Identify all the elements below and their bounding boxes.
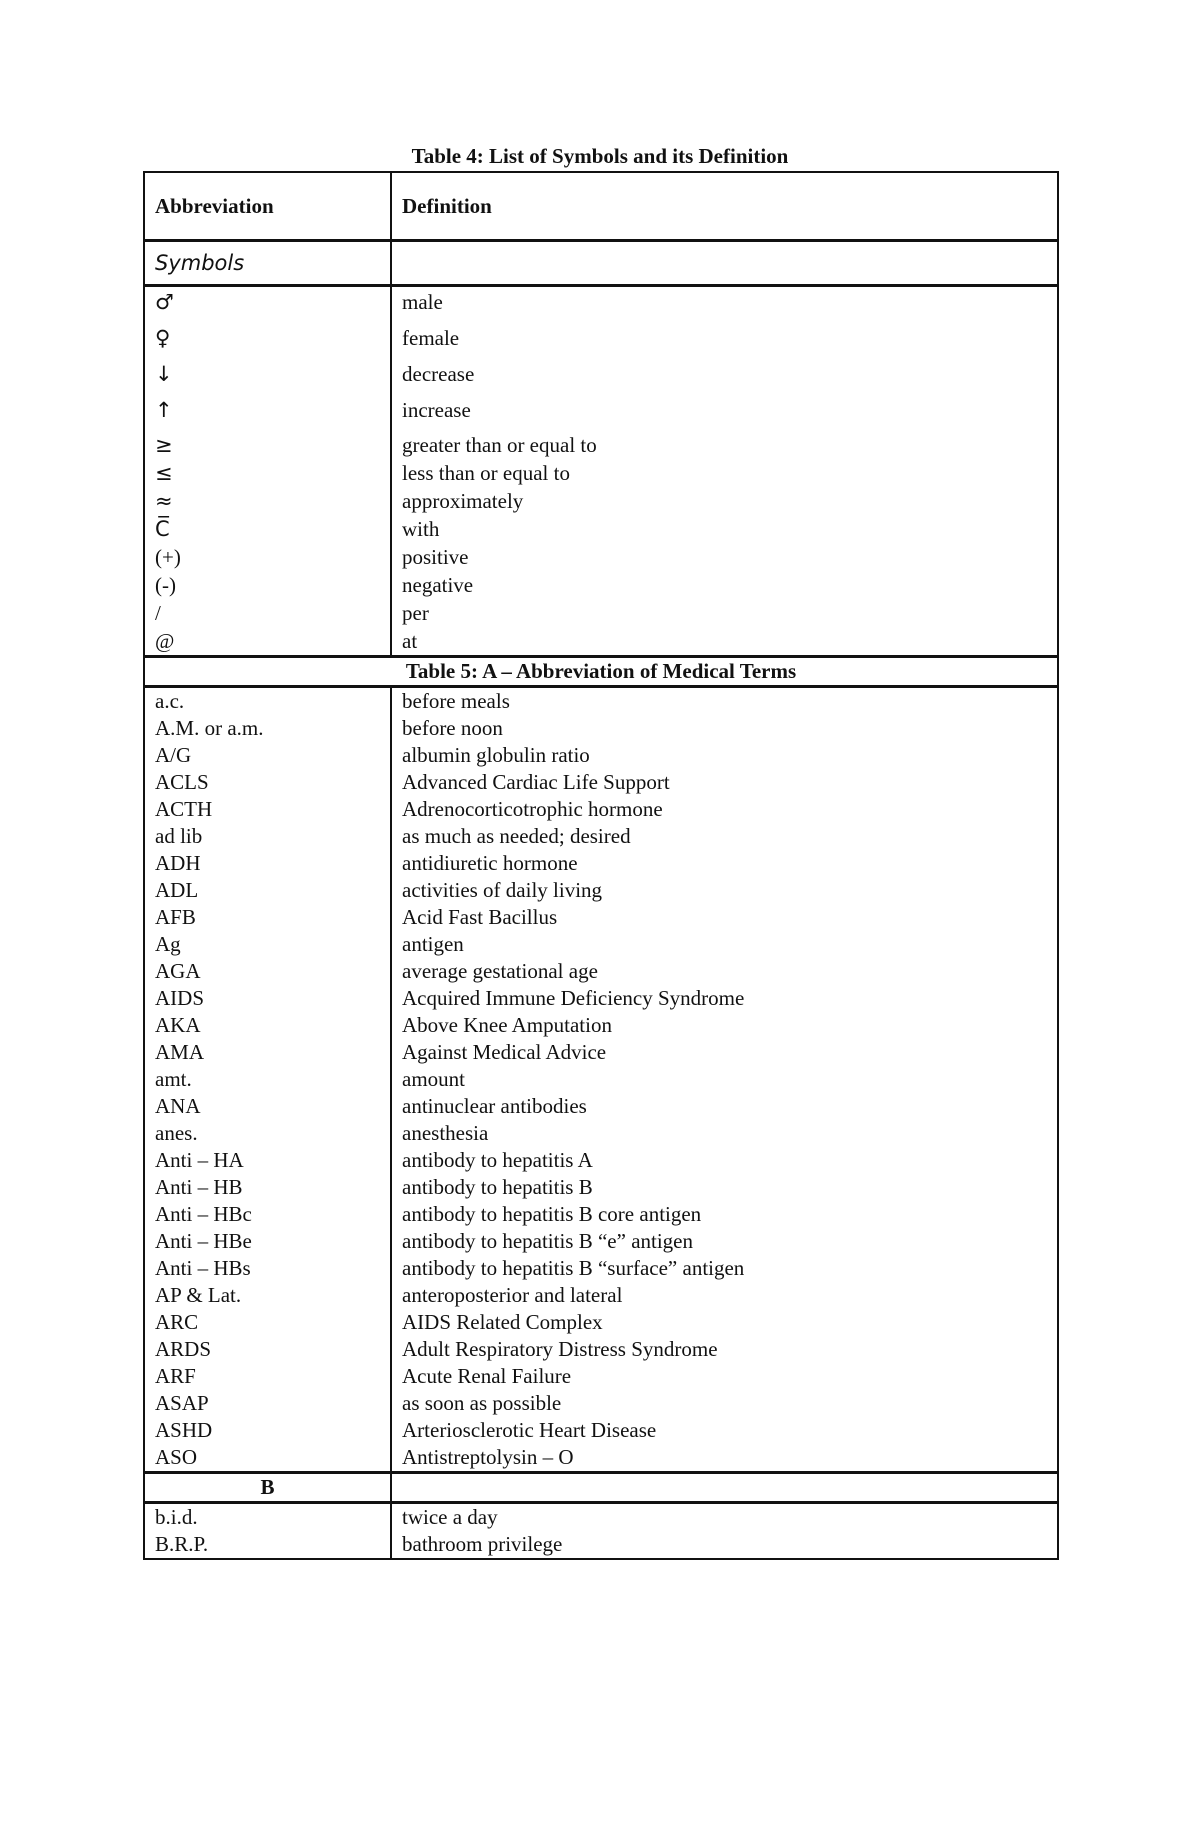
abbreviation-cell: ASHD (144, 1417, 391, 1444)
table-5-title: Table 5: A – Abbreviation of Medical Terms (144, 657, 1058, 687)
abbreviation-cell: ADH (144, 850, 391, 877)
term-row (144, 769, 1058, 796)
definition-header: Definition (391, 172, 1058, 241)
abbreviation-cell: ≤ (144, 459, 391, 487)
term-row (144, 1531, 1058, 1559)
abbreviation-cell: B.R.P. (144, 1531, 391, 1559)
term-row (144, 877, 1058, 904)
definition-cell: amount (391, 1066, 1058, 1093)
term-row (144, 715, 1058, 742)
abbreviation-cell: ≈ (144, 487, 391, 515)
definition-cell: at (391, 627, 1058, 657)
definition-cell: Acquired Immune Deficiency Syndrome (391, 985, 1058, 1012)
term-row (144, 1228, 1058, 1255)
abbreviations-table (143, 171, 1059, 1560)
definition-cell: as soon as possible (391, 1390, 1058, 1417)
definition-cell: antibody to hepatitis B “e” antigen (391, 1228, 1058, 1255)
term-row (144, 1309, 1058, 1336)
definition-cell: with (391, 515, 1058, 543)
term-row (144, 1147, 1058, 1174)
symbol-row (144, 286, 1058, 324)
definition-cell: antibody to hepatitis B (391, 1174, 1058, 1201)
definition-cell: Adult Respiratory Distress Syndrome (391, 1336, 1058, 1363)
abbreviation-cell: ASAP (144, 1390, 391, 1417)
abbreviation-cell: anes. (144, 1120, 391, 1147)
definition-cell: before meals (391, 687, 1058, 716)
abbreviation-header: Abbreviation (144, 172, 391, 241)
term-row (144, 904, 1058, 931)
abbreviation-cell: / (144, 599, 391, 627)
symbol-row (144, 359, 1058, 395)
definition-cell: less than or equal to (391, 459, 1058, 487)
term-row (144, 1174, 1058, 1201)
abbreviation-cell: ARF (144, 1363, 391, 1390)
definition-cell: as much as needed; desired (391, 823, 1058, 850)
abbreviation-cell: ↓ (144, 359, 391, 395)
term-row (144, 931, 1058, 958)
term-row (144, 1363, 1058, 1390)
abbreviation-cell: ADL (144, 877, 391, 904)
term-row (144, 1417, 1058, 1444)
term-row (144, 1120, 1058, 1147)
definition-cell: decrease (391, 359, 1058, 395)
definition-cell: Adrenocorticotrophic hormone (391, 796, 1058, 823)
definition-cell: antidiuretic hormone (391, 850, 1058, 877)
table-4-title: Table 4: List of Symbols and its Definition (411, 144, 789, 168)
term-row (144, 1390, 1058, 1417)
symbol-row (144, 459, 1058, 487)
abbreviation-cell: AKA (144, 1012, 391, 1039)
abbreviation-cell: ad lib (144, 823, 391, 850)
b-section-label: B (144, 1473, 391, 1503)
symbol-row (144, 487, 1058, 515)
definition-cell: Arteriosclerotic Heart Disease (391, 1417, 1058, 1444)
term-row (144, 958, 1058, 985)
definition-cell: twice a day (391, 1503, 1058, 1532)
abbreviation-cell: Ag (144, 931, 391, 958)
abbreviation-cell: Anti – HA (144, 1147, 391, 1174)
abbreviation-cell: ♀ (144, 323, 391, 359)
definition-cell: negative (391, 571, 1058, 599)
definition-cell: Above Knee Amputation (391, 1012, 1058, 1039)
symbols-section-empty-cell (391, 241, 1058, 286)
table-5-title-row (144, 657, 1058, 687)
table-body (144, 172, 1058, 1559)
definition-cell: antinuclear antibodies (391, 1093, 1058, 1120)
definition-cell: antigen (391, 931, 1058, 958)
definition-cell: anesthesia (391, 1120, 1058, 1147)
b-section-empty-cell (391, 1473, 1058, 1503)
abbreviation-cell: ♂ (144, 286, 391, 324)
abbreviation-cell: ANA (144, 1093, 391, 1120)
definition-cell: male (391, 286, 1058, 324)
abbreviation-cell: AIDS (144, 985, 391, 1012)
definition-cell: increase (391, 395, 1058, 431)
definition-cell: approximately (391, 487, 1058, 515)
term-row (144, 850, 1058, 877)
term-row (144, 1503, 1058, 1532)
term-row (144, 823, 1058, 850)
definition-cell: per (391, 599, 1058, 627)
abbreviation-cell: A.M. or a.m. (144, 715, 391, 742)
abbreviation-cell: a.c. (144, 687, 391, 716)
definition-cell: AIDS Related Complex (391, 1309, 1058, 1336)
definition-cell: positive (391, 543, 1058, 571)
definition-cell: Acute Renal Failure (391, 1363, 1058, 1390)
term-row (144, 1012, 1058, 1039)
symbols-section-label: Symbols (144, 241, 391, 286)
abbreviation-cell: AP & Lat. (144, 1282, 391, 1309)
definition-cell: female (391, 323, 1058, 359)
symbol-row (144, 627, 1058, 657)
definition-cell: average gestational age (391, 958, 1058, 985)
symbol-row (144, 571, 1058, 599)
symbol-row (144, 431, 1058, 459)
term-row (144, 1039, 1058, 1066)
symbol-row (144, 395, 1058, 431)
abbreviation-cell: (+) (144, 543, 391, 571)
abbreviation-cell: ARC (144, 1309, 391, 1336)
term-row (144, 1336, 1058, 1363)
abbreviation-cell: ACLS (144, 769, 391, 796)
symbols-section-row (144, 241, 1058, 286)
abbreviation-cell: amt. (144, 1066, 391, 1093)
definition-cell: Advanced Cardiac Life Support (391, 769, 1058, 796)
abbreviation-cell: AGA (144, 958, 391, 985)
abbreviation-cell: Anti – HBe (144, 1228, 391, 1255)
term-row (144, 1093, 1058, 1120)
term-row (144, 796, 1058, 823)
header-row (144, 172, 1058, 241)
abbreviation-cell: AMA (144, 1039, 391, 1066)
definition-cell: antibody to hepatitis B core antigen (391, 1201, 1058, 1228)
abbreviation-cell: A/G (144, 742, 391, 769)
term-row (144, 1444, 1058, 1473)
definition-cell: Antistreptolysin – O (391, 1444, 1058, 1473)
definition-cell: activities of daily living (391, 877, 1058, 904)
symbol-row (144, 515, 1058, 543)
abbreviation-cell: ↑ (144, 395, 391, 431)
term-row (144, 1282, 1058, 1309)
term-row (144, 1201, 1058, 1228)
definition-cell: greater than or equal to (391, 431, 1058, 459)
definition-cell: antibody to hepatitis B “surface” antigen (391, 1255, 1058, 1282)
definition-cell: antibody to hepatitis A (391, 1147, 1058, 1174)
term-row (144, 687, 1058, 716)
definition-cell: before noon (391, 715, 1058, 742)
abbreviation-cell: AFB (144, 904, 391, 931)
abbreviation-cell: (-) (144, 571, 391, 599)
term-row (144, 1066, 1058, 1093)
symbol-row (144, 323, 1058, 359)
definition-cell: Against Medical Advice (391, 1039, 1058, 1066)
definition-cell: Acid Fast Bacillus (391, 904, 1058, 931)
abbreviation-cell: Anti – HB (144, 1174, 391, 1201)
abbreviation-cell: Anti – HBs (144, 1255, 391, 1282)
abbreviation-cell: b.i.d. (144, 1503, 391, 1532)
symbol-row (144, 599, 1058, 627)
definition-cell: bathroom privilege (391, 1531, 1058, 1559)
definition-cell: anteroposterior and lateral (391, 1282, 1058, 1309)
b-section-row (144, 1473, 1058, 1503)
abbreviation-cell: ≥ (144, 431, 391, 459)
symbol-row (144, 543, 1058, 571)
abbreviation-cell: ASO (144, 1444, 391, 1473)
term-row (144, 742, 1058, 769)
abbreviation-cell: ARDS (144, 1336, 391, 1363)
abbreviation-cell: ACTH (144, 796, 391, 823)
abbreviation-cell: @ (144, 627, 391, 657)
definition-cell: albumin globulin ratio (391, 742, 1058, 769)
term-row (144, 985, 1058, 1012)
term-row (144, 1255, 1058, 1282)
abbreviation-cell: C̅ (144, 515, 391, 543)
abbreviation-cell: Anti – HBc (144, 1201, 391, 1228)
